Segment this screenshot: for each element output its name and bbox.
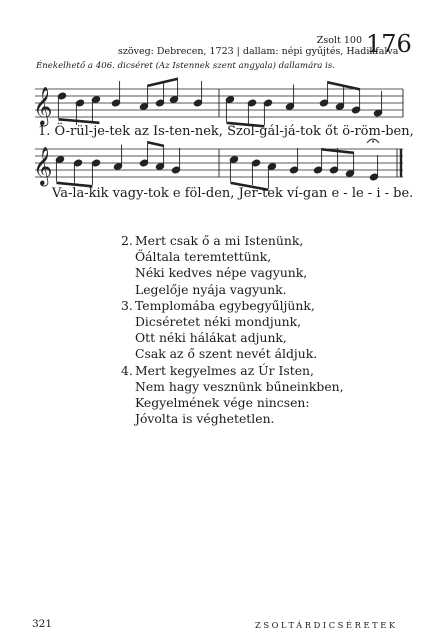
stanza-line: Ott néki hálákat adjunk, — [135, 330, 287, 346]
lyrics-line-1: 1. Ö-rül-je-tek az Is-ten-nek, Szol-gál-já-tok őt ö-röm-ben, — [38, 124, 414, 139]
stanza-number: 4. — [121, 362, 133, 378]
stanza-line: Templomába egybegyűljünk, — [135, 297, 315, 313]
stanza-3 — [121, 298, 344, 363]
stanza-line: Dicséretet néki mondjunk, — [135, 314, 302, 330]
svg-text:𝄞: 𝄞 — [33, 86, 53, 125]
stanza-number: 3. — [121, 297, 133, 313]
stanza-line: Legelője nyája vagyunk. — [135, 281, 287, 297]
staff-2-notes — [55, 141, 378, 191]
stanza-line: Őáltala teremtettünk, — [135, 249, 272, 265]
stanzas — [121, 233, 344, 427]
hymn-number: 176 — [366, 30, 412, 58]
stanza-line: Mert kegyelmes az Úr Isten, — [135, 362, 314, 378]
note-beam — [148, 141, 164, 147]
section-title: ZSOLTÁRDICSÉRETEK — [255, 620, 398, 630]
stanza-line: Csak az ő szent nevét áldjuk. — [135, 346, 318, 362]
stanza-line: Kegyelmének vége nincsen: — [135, 395, 310, 411]
note-beam — [148, 78, 178, 88]
stanza-2 — [121, 233, 344, 298]
hymn-credits: szöveg: Debrecen, 1723 | dallam: népi gyűjtés, Hadikfalva — [118, 46, 399, 57]
svg-text:𝄞: 𝄞 — [33, 146, 53, 185]
stanza-line: Néki kedves népe vagyunk, — [135, 265, 308, 281]
lyrics-line-2: Va-la-kik vagy-tok e föl-den, Jer-tek ví-gan e - le - i - be. — [52, 186, 414, 201]
stanza-4 — [121, 363, 344, 428]
psalm-reference: Zsolt 100 — [316, 35, 362, 46]
stanza-line: Nem hagy vesznünk bűneinkben, — [135, 378, 344, 394]
alternate-melody-note: Énekelhető a 406. dicséret (Az Istennek szent angyala) dallamára is. — [36, 61, 336, 71]
stanza-number: 2. — [121, 233, 133, 248]
stanza-line: Jóvolta is véghetetlen. — [135, 411, 275, 427]
page-number: 321 — [32, 618, 53, 630]
stanza-line: Mert csak ő a mi Istenünk, — [135, 233, 304, 248]
staff-1-notes — [57, 78, 382, 128]
